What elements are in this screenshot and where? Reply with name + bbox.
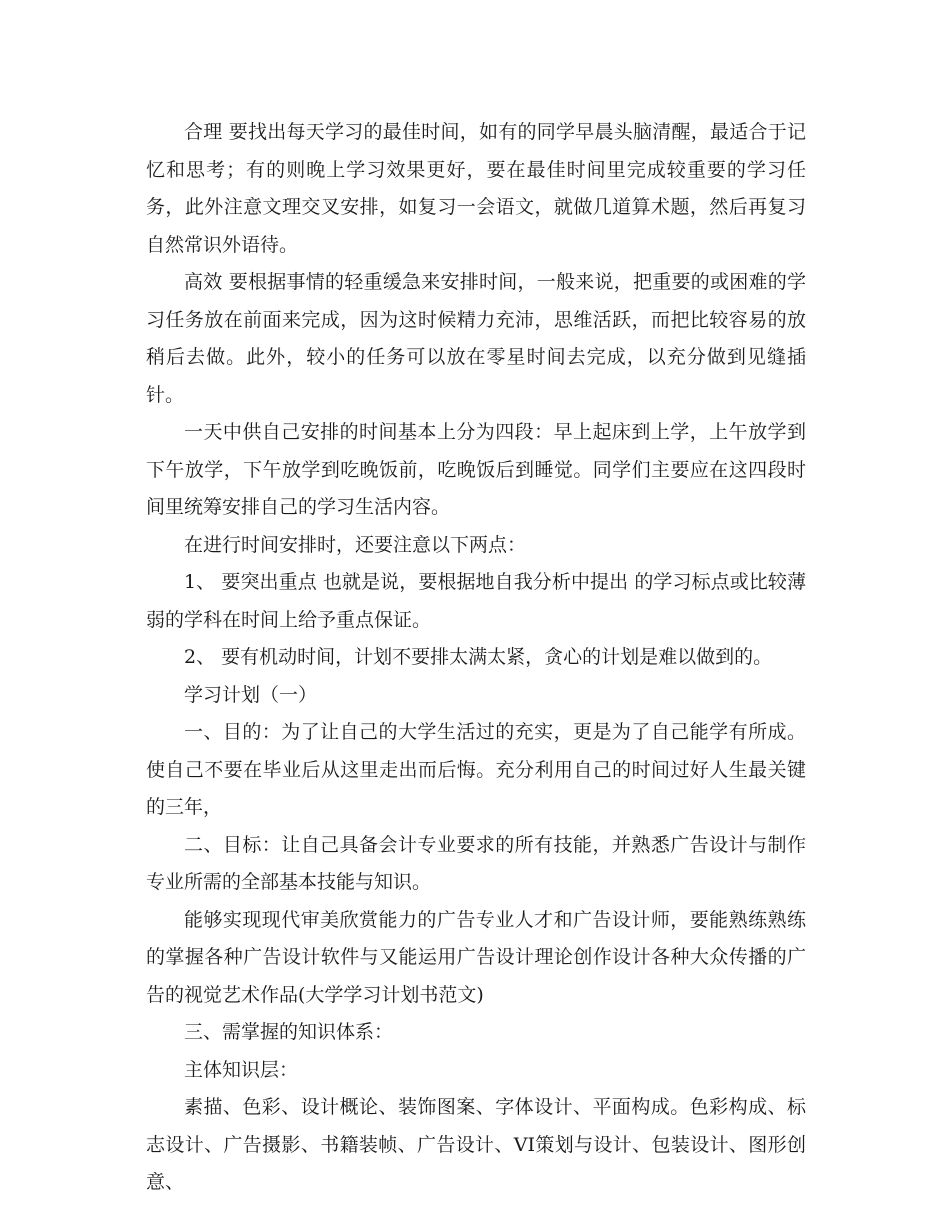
paragraph-time-efficient: 高效 要根据事情的轻重缓急来安排时间，一般来说，把重要的或困难的学习任务放在前面来完成，因为这时候精力充沛，思维活跃，而把比较容易的放稍后去做。此外，较小的任务可以放在零星时间去完成，以充分做到见缝插针。 [146,271,806,406]
paragraph-knowledge-system: 三、需掌握的知识体系： [184,1021,394,1043]
paragraph-main-knowledge: 主体知识层： [184,1058,299,1081]
paragraph-goal: 二、目标：让自己具备会计专业要求的所有技能，并熟悉广告设计与制作专业所需的全部基本技能与知识。 [146,833,806,893]
paragraph-ability: 能够实现现代审美欣赏能力的广告专业人才和广告设计师，要能熟练熟练的掌握各种广告设计软件与又能运用广告设计理论创作设计各种大众传播的广告的视觉艺术作品(大学学习计划书范文) [146,908,806,1006]
paragraph-point-2: 2、 要有机动时间，计划不要排太满太紧，贪心的计划是难以做到的。 [184,646,773,668]
section-heading-study-plan: 学习计划（一） [184,683,318,706]
paragraph-two-points-intro: 在进行时间安排时，还要注意以下两点： [184,533,527,556]
document-body [146,114,806,1202]
paragraph-course-list: 素描、色彩、设计概论、装饰图案、字体设计、平面构成。色彩构成、标志设计、广告摄影、书籍装帧、广告设计、VI策划与设计、包装设计、图形创意、 [146,1096,806,1193]
paragraph-four-periods: 一天中供自己安排的时间基本上分为四段：早上起床到上学，上午放学到下午放学，下午放学到吃晚饭前，吃晚饭后到睡觉。同学们主要应在这四段时间里统筹安排自己的学习生活内容。 [146,421,806,518]
paragraph-time-reasonable: 合理 要找出每天学习的最佳时间，如有的同学早晨头脑清醒，最适合于记忆和思考；有的则晚上学习效果更好，要在最佳时间里完成较重要的学习任务，此外注意文理交叉安排，如复习一会语文，就做几道算术题，然后再复习自然常识外语待。 [146,121,806,256]
paragraph-purpose: 一、目的：为了让自己的大学生活过的充实，更是为了自己能学有所成。使自己不要在毕业后从这里走出而后悔。充分利用自己的时间过好人生最关键的三年， [146,721,806,818]
paragraph-point-1: 1、 要突出重点 也就是说，要根据地自我分析中提出 的学习标点或比较薄弱的学科在时间上给予重点保证。 [146,571,806,631]
